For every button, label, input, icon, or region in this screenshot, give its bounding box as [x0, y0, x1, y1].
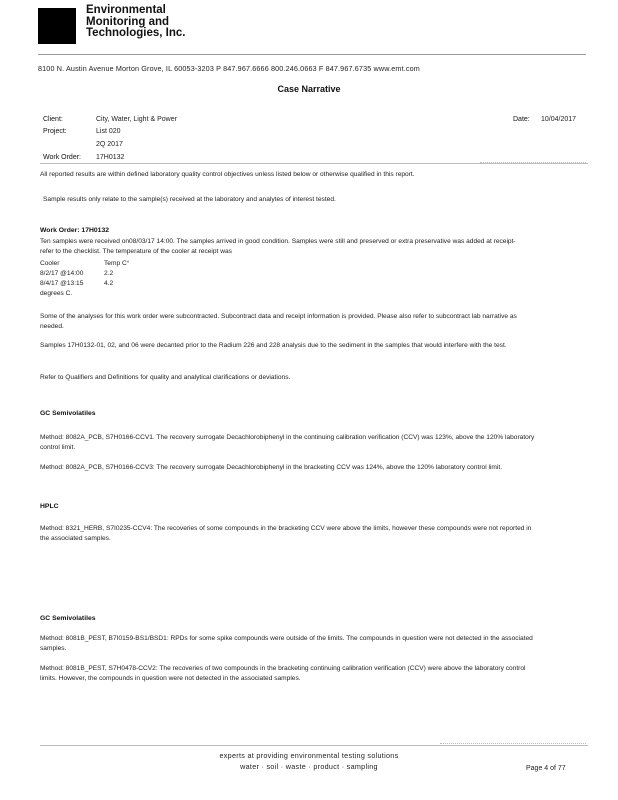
header-divider — [38, 54, 586, 55]
temp-row-1: 2.2 — [104, 270, 114, 277]
qc-statement: All reported results are within defined laboratory quality control objectives unless listed below or otherwise qualified in this report. — [40, 171, 415, 178]
company-name-line1: Environmental — [86, 4, 166, 16]
gc-semivolatiles-heading-2: GC Semivolatiles — [40, 615, 96, 622]
footer-faint-rule — [440, 743, 586, 744]
work-order-heading: Work Order: 17H0132 — [40, 227, 110, 234]
gc-ccv1-paragraph: Method: 8082A_PCB, S7H0166-CCV1. The recovery surrogate Decachlorobiphenyl in the continuing calibration verification (CCV) was 123%, above the 120% laboratory control limit. — [40, 434, 535, 451]
decant-paragraph: Samples 17H0132-01, 02, and 06 were decanted prior to the Radium 226 and 228 analysis due to the sediment in the samples that would interfere with the test. — [40, 342, 507, 349]
company-name — [86, 5, 185, 40]
project-value-2: 2Q 2017 — [96, 141, 123, 148]
temp-header: Temp C° — [104, 260, 130, 267]
faint-rule — [480, 162, 586, 163]
company-name-line3: Technologies, Inc. — [86, 27, 186, 39]
work-order-value: 17H0132 — [96, 154, 125, 161]
gc-ccv3-paragraph: Method: 8082A_PCB, S7H0166-CCV3: The recovery surrogate Decachlorobiphenyl in the bracketing CCV was 124%, above the 120% laboratory control limit. — [40, 464, 503, 471]
company-name-line2: Monitoring and — [86, 15, 170, 28]
company-address: 8100 N. Austin Avenue Morton Grove, IL 60053-3203 P 847.967.6666 800.246.0663 F 847.967.6735 www.emt.com — [38, 64, 420, 73]
date-value: 10/04/2017 — [541, 116, 577, 123]
cooler-row-2: 8/4/17 @13:15 — [40, 280, 84, 287]
hplc-paragraph: Method: 8321_HERB, S7I0235-CCV4: The recoveries of some compounds in the bracketing CCV were above the limits, however these compounds were not reported in the associated samples. — [40, 525, 532, 542]
company-logo-mark — [38, 8, 76, 44]
gc-semivolatiles-heading-1: GC Semivolatiles — [40, 410, 96, 417]
temp-row-2: 4.2 — [104, 280, 114, 287]
qualifiers-paragraph: Refer to Qualifiers and Definitions for quality and analytical clarifications or deviations. — [40, 374, 291, 381]
project-value-1: List 020 — [96, 128, 121, 135]
pest-ccv2-paragraph: Method: 8081B_PEST, S7H0478-CCV2: The recoveries of two compounds in the bracketing continuing calibration verification (CCV) were above the laboratory control limits. However, the compounds in question were not detected in the associated samples. — [40, 665, 526, 682]
degrees-unit: degrees C. — [40, 290, 73, 297]
client-value: City, Water, Light & Power — [96, 116, 177, 123]
page-number: Page 4 of 77 — [526, 765, 566, 772]
page-title: Case Narrative — [277, 84, 341, 94]
cooler-row-1: 8/2/17 @14:00 — [40, 270, 84, 277]
hplc-heading: HPLC — [40, 503, 59, 510]
info-divider — [40, 163, 588, 164]
footer-divider — [40, 745, 588, 746]
pest-rpd-paragraph: Method: 8081B_PEST, B7I0159-BS1/BSD1: RPDs for some spike compounds were outside of the limits. The compounds in question were not detected in the associated samples. — [40, 635, 533, 652]
date-label: Date: — [513, 116, 530, 123]
client-label: Client: — [43, 116, 63, 123]
cooler-header: Cooler — [40, 260, 60, 267]
footer-services: water · soil · waste · product · sampling — [240, 762, 378, 771]
subcontract-paragraph: Some of the analyses for this work order were subcontracted. Subcontract data and receipt information is provided. Please also refer to subcontract lab narrative as needed. — [40, 313, 517, 330]
project-label: Project: — [43, 128, 67, 135]
receipt-paragraph: Ten samples were received on08/03/17 14:00. The samples arrived in good condition. Samples were still and preserved or extra preservative was added at receipt- refer to the checklist. The temperature of the cooler at receipt was — [40, 238, 516, 255]
work-order-label: Work Order: — [43, 154, 81, 161]
sample-results-statement: Sample results only relate to the sample(s) received at the laboratory and analytes of interest tested. — [43, 196, 336, 203]
footer-tagline: experts at providing environmental testing solutions — [219, 751, 399, 760]
